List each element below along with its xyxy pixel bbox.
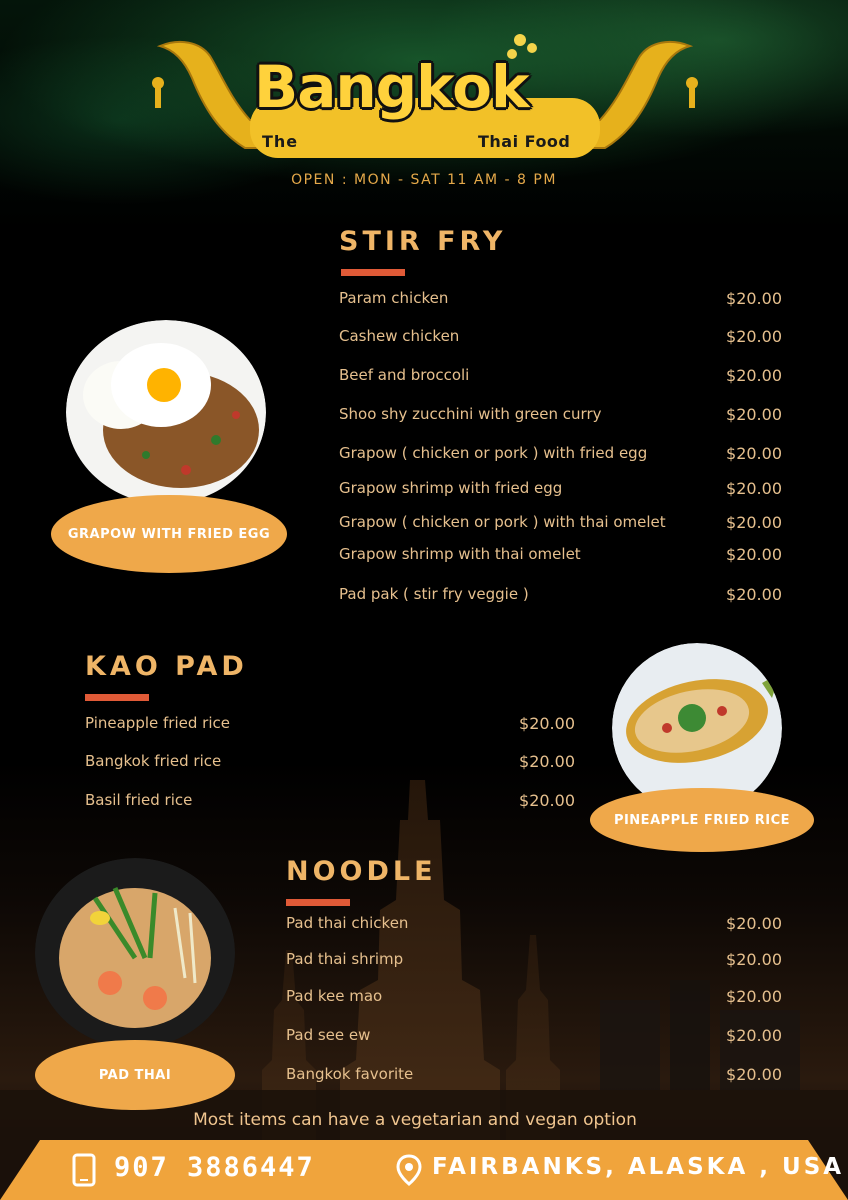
- menu-item-price: $20.00: [519, 714, 575, 733]
- menu-item-name: Grapow shrimp with thai omelet: [339, 545, 581, 563]
- menu-item: [339, 585, 782, 604]
- phone-icon: [72, 1153, 96, 1187]
- menu-item: [339, 513, 782, 532]
- photo-pad-thai: [35, 858, 235, 1048]
- logo-the: The: [262, 132, 299, 151]
- menu-item-price: $20.00: [726, 366, 782, 385]
- menu-item: [339, 405, 782, 424]
- menu-item-price: $20.00: [726, 914, 782, 933]
- logo-title: Bangkok: [254, 53, 529, 121]
- menu-item-name: Shoo shy zucchini with green curry: [339, 405, 602, 423]
- menu-item: [286, 1065, 782, 1084]
- phone-number[interactable]: 907 3886447: [114, 1152, 315, 1183]
- menu-item-price: $20.00: [726, 1026, 782, 1045]
- menu-item-price: $20.00: [726, 950, 782, 969]
- menu-item: [286, 914, 782, 933]
- menu-item: [339, 444, 782, 463]
- menu-item: [339, 289, 782, 308]
- menu-item-name: Beef and broccoli: [339, 366, 470, 384]
- menu-item: [85, 752, 575, 771]
- opening-hours: OPEN : MON - SAT 11 AM - 8 PM: [291, 172, 557, 188]
- location-pin-icon: [396, 1154, 422, 1186]
- photo-caption-pineapple-fried-rice: PINEAPPLE FRIED RICE: [590, 788, 814, 852]
- menu-item-name: Grapow ( chicken or pork ) with thai omelet: [339, 513, 666, 531]
- menu-item-price: $20.00: [726, 513, 782, 532]
- menu-item-name: Pad see ew: [286, 1026, 371, 1044]
- menu-item-price: $20.00: [726, 545, 782, 564]
- address: FAIRBANKS, ALASKA , USA: [432, 1154, 845, 1180]
- menu-item-name: Pad thai chicken: [286, 914, 409, 932]
- menu-item: [85, 714, 575, 733]
- menu-item-name: Cashew chicken: [339, 327, 460, 345]
- menu-item-price: $20.00: [726, 987, 782, 1006]
- menu-item-price: $20.00: [726, 479, 782, 498]
- menu-item-name: Bangkok fried rice: [85, 752, 222, 770]
- menu-item: [85, 791, 575, 810]
- menu-item: [286, 987, 782, 1006]
- menu-item-name: Pineapple fried rice: [85, 714, 230, 732]
- menu-item-price: $20.00: [519, 752, 575, 771]
- menu-item: [339, 545, 782, 564]
- section-underline: [286, 899, 350, 906]
- menu-item-price: $20.00: [726, 585, 782, 604]
- section-title-kao-pad: KAO PAD: [85, 651, 248, 682]
- section-underline: [85, 694, 149, 701]
- menu-item-price: $20.00: [519, 791, 575, 810]
- menu-item: [339, 327, 782, 346]
- section-title-stir-fry: STIR FRY: [339, 226, 507, 257]
- menu-item: [286, 950, 782, 969]
- menu-item-name: Param chicken: [339, 289, 449, 307]
- section-title-noodle: NOODLE: [286, 856, 437, 887]
- menu-item: [339, 479, 782, 498]
- menu-item-price: $20.00: [726, 289, 782, 308]
- menu-item-name: Bangkok favorite: [286, 1065, 414, 1083]
- menu-item-name: Pad thai shrimp: [286, 950, 404, 968]
- logo-subtitle: Thai Food: [478, 132, 571, 151]
- menu-item: [286, 1026, 782, 1045]
- vegetarian-note: Most items can have a vegetarian and vegan option: [193, 1110, 637, 1130]
- photo-grapow: [66, 320, 266, 505]
- menu-item-price: $20.00: [726, 444, 782, 463]
- menu-item-name: Basil fried rice: [85, 791, 193, 809]
- menu-item-price: $20.00: [726, 327, 782, 346]
- photo-caption-pad-thai: PAD THAI: [35, 1040, 235, 1110]
- photo-caption-grapow: GRAPOW WITH FRIED EGG: [51, 495, 287, 573]
- menu-item-price: $20.00: [726, 1065, 782, 1084]
- menu-item-name: Grapow shrimp with fried egg: [339, 479, 563, 497]
- menu-item-name: Pad pak ( stir fry veggie ): [339, 585, 529, 603]
- section-underline: [341, 269, 405, 276]
- menu-item-price: $20.00: [726, 405, 782, 424]
- menu-item-name: Grapow ( chicken or pork ) with fried egg: [339, 444, 648, 462]
- menu-item-name: Pad kee mao: [286, 987, 383, 1005]
- menu-item: [339, 366, 782, 385]
